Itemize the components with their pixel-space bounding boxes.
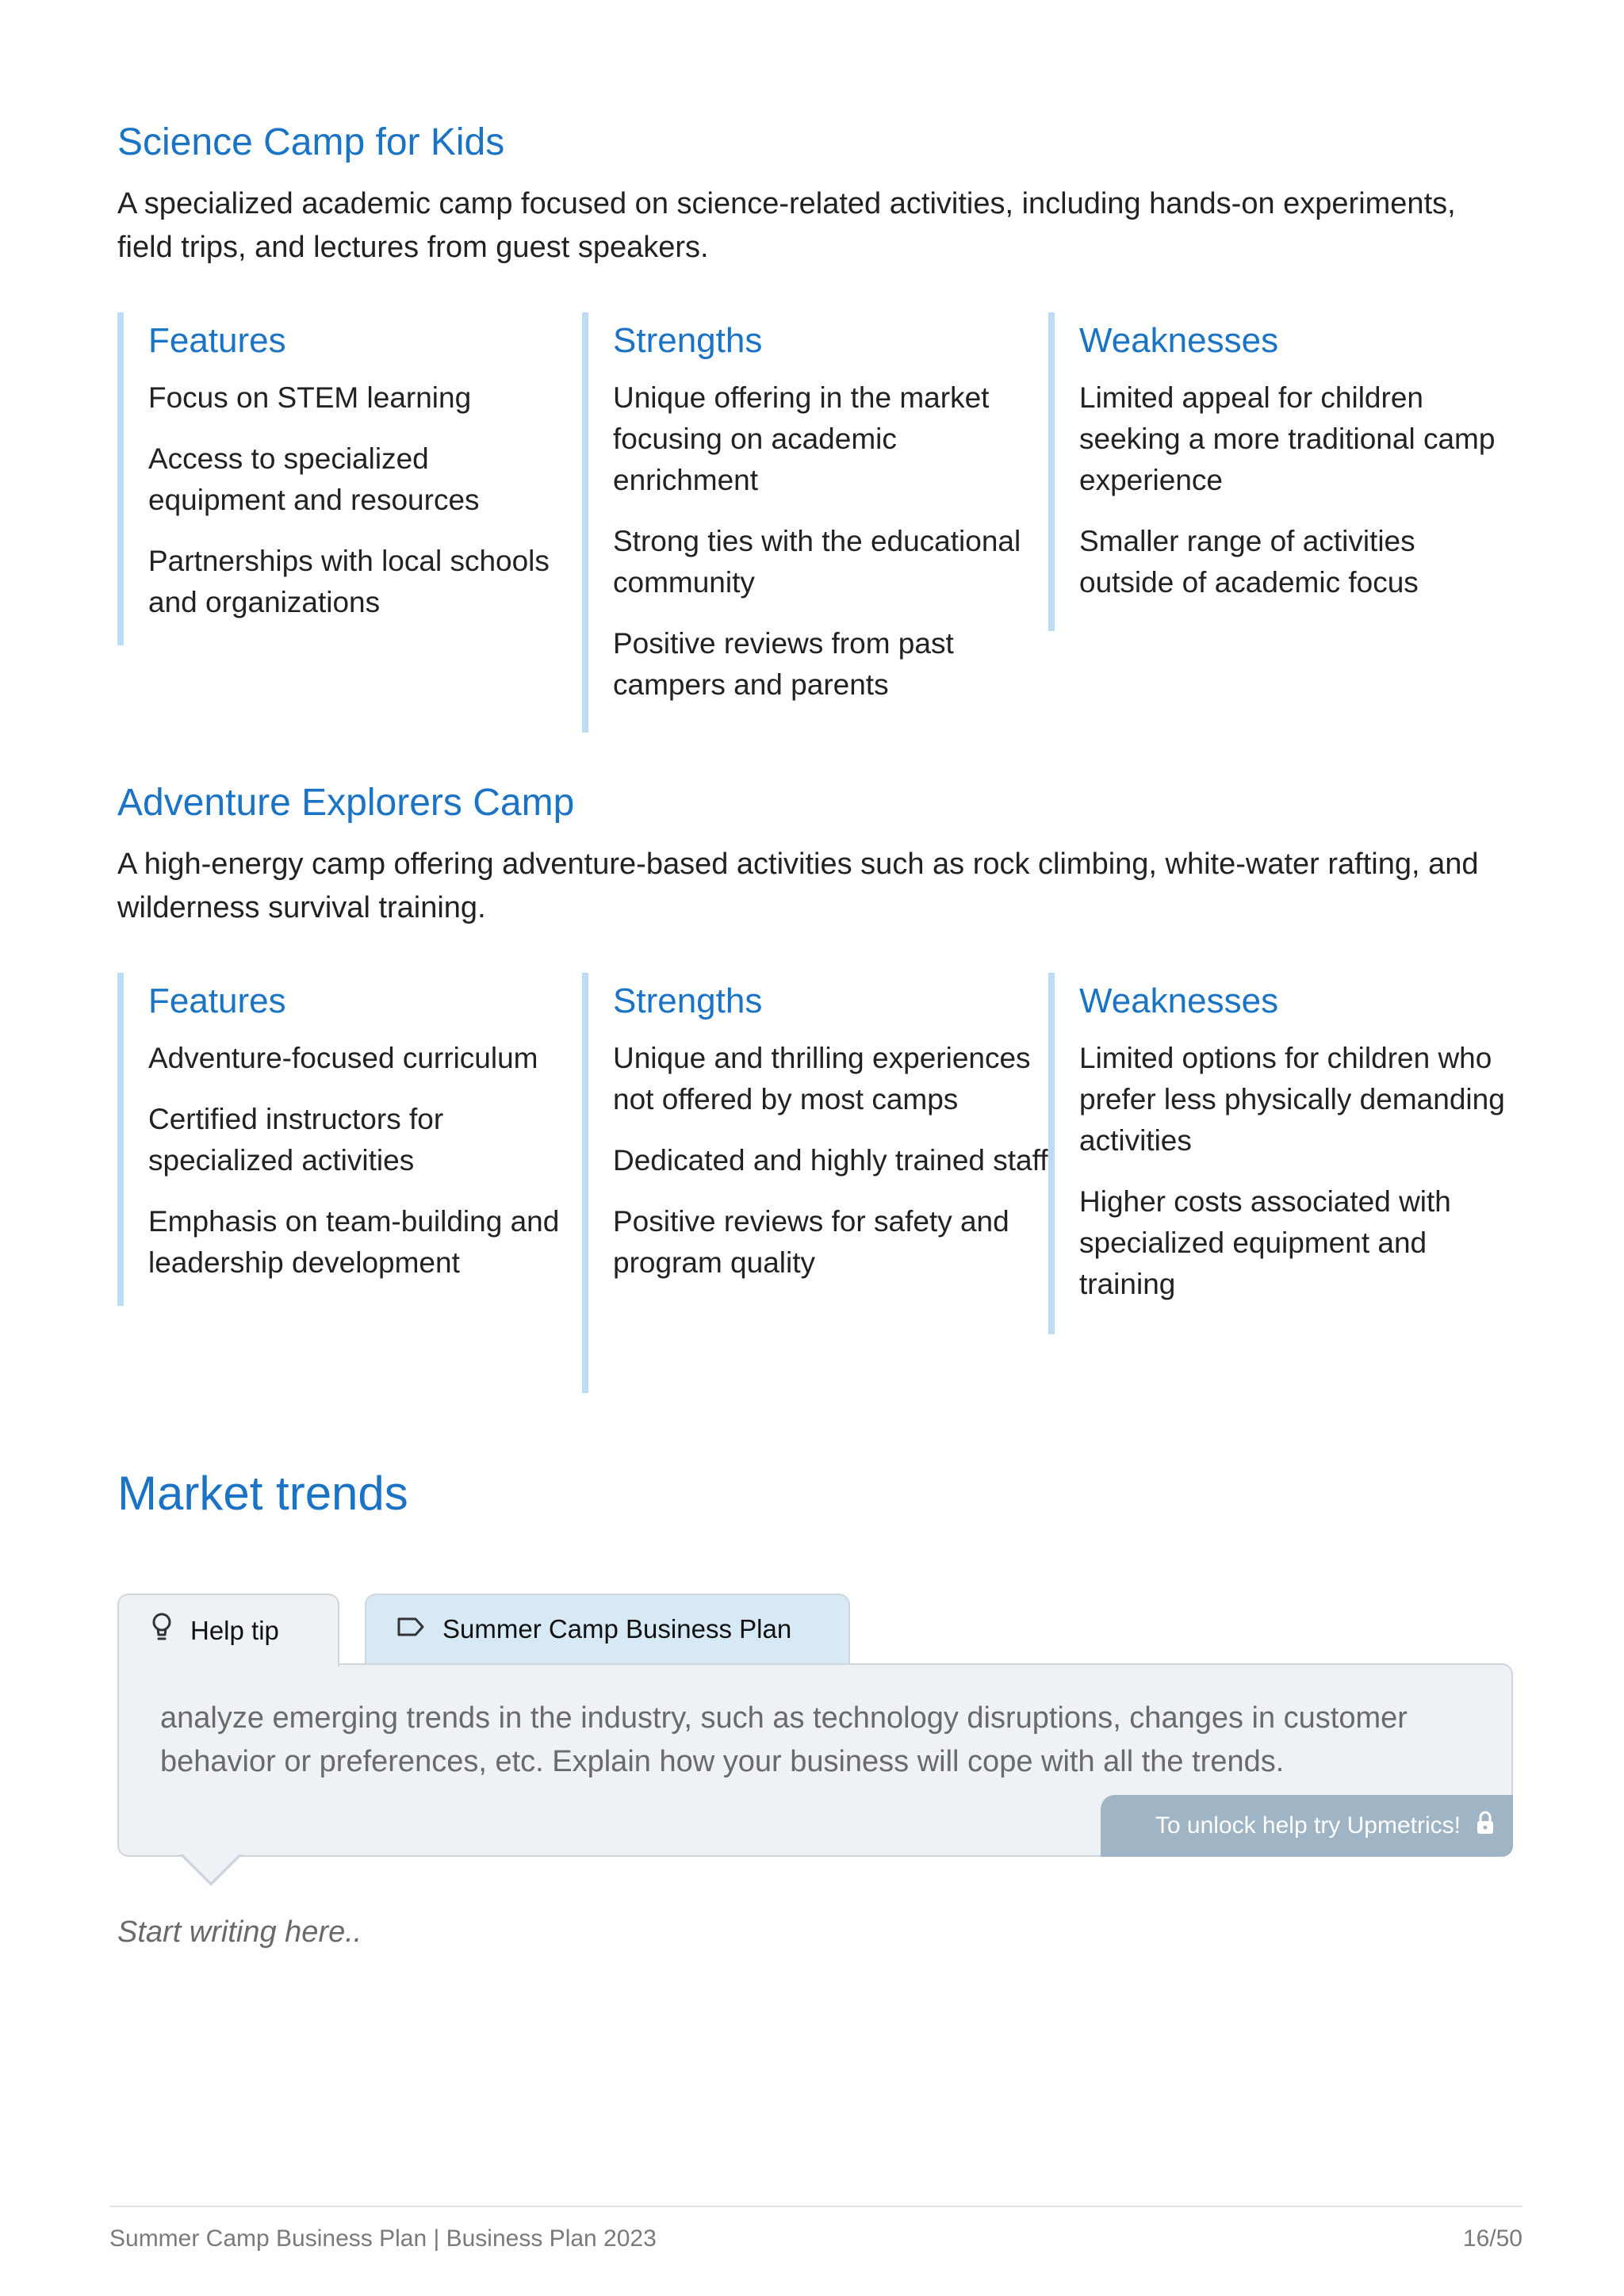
tab-business-plan[interactable] [365,1594,850,1663]
list-item: Adventure-focused curriculum [148,1042,538,1074]
list-item: Higher costs associated with specialized equipment and training [1079,1185,1451,1300]
list-item: Unique and thrilling experiences not offered by most camps [613,1042,1031,1115]
weaknesses-title: Weaknesses [1079,321,1279,360]
camp-description: A specialized academic camp focused on science-related activities, including hands-on experiments, field trips, and lectures from guest speakers. [117,187,1456,264]
weaknesses-list [1079,1038,1513,1305]
tag-icon [396,1614,425,1644]
footer-document-title: Summer Camp Business Plan | Business Plan 2023 [109,2225,657,2252]
unlock-help-button[interactable] [1101,1795,1513,1857]
list-item: Positive reviews for safety and program quality [613,1205,1009,1279]
camp-title: Science Camp for Kids [117,121,505,163]
list-item: Smaller range of activities outside of academic focus [1079,525,1419,599]
tab-label: Summer Camp Business Plan [442,1614,792,1644]
writing-placeholder[interactable]: Start writing here.. [117,1915,362,1949]
tab-label: Help tip [190,1616,279,1645]
features-list [148,1038,561,1284]
camp-description: A high-energy camp offering adventure-based activities such as rock climbing, white-water rafting, and wilderness survival training. [117,848,1479,924]
lightbulb-icon [151,1612,173,1650]
list-item: Limited options for children who prefer less physically demanding activities [1079,1042,1505,1157]
features-list [148,377,561,623]
weaknesses-title: Weaknesses [1079,982,1279,1020]
help-tip-text: analyze emerging trends in the industry, such as technology disruptions, changes in customer behavior or preferences, etc. Explain how your business will cope with all the trends. [160,1701,1408,1778]
camp-title: Adventure Explorers Camp [117,782,575,824]
list-item: Certified instructors for specialized activities [148,1103,444,1177]
page-number: 16/50 [1462,2225,1522,2252]
list-item: Limited appeal for children seeking a more traditional camp experience [1079,381,1496,496]
weaknesses-column [1048,973,1513,1334]
list-item: Partnerships with local schools and organizations [148,545,550,618]
list-item: Strong ties with the educational community [613,525,1021,599]
features-column [117,312,561,645]
strengths-column [582,312,1050,733]
list-item: Focus on STEM learning [148,381,472,414]
list-item: Access to specialized equipment and resources [148,442,480,516]
weaknesses-list [1079,377,1513,603]
unlock-label: To unlock help try Upmetrics! [1155,1812,1461,1839]
strengths-title: Strengths [613,321,763,360]
strengths-column [582,973,1050,1393]
competitor-science-camp [117,119,1513,701]
footer-divider [109,2206,1522,2207]
features-title: Features [148,321,286,360]
list-item: Unique offering in the market focusing on academic enrichment [613,381,990,496]
section-title: Market trends [117,1467,408,1520]
list-item: Positive reviews from past campers and parents [613,627,954,701]
lock-icon [1475,1810,1496,1842]
strengths-title: Strengths [613,982,763,1020]
help-tip-panel [117,1663,1513,1857]
features-column [117,973,561,1306]
list-item: Emphasis on team-building and leadership development [148,1205,560,1279]
tab-help-tip[interactable] [117,1594,339,1667]
strengths-list [613,1038,1050,1284]
tip-pointer-fill [182,1853,240,1882]
features-title: Features [148,982,286,1020]
list-item: Dedicated and highly trained staff [613,1144,1048,1177]
weaknesses-column [1048,312,1513,631]
competitor-adventure-camp [117,779,1513,1300]
strengths-list [613,377,1050,706]
